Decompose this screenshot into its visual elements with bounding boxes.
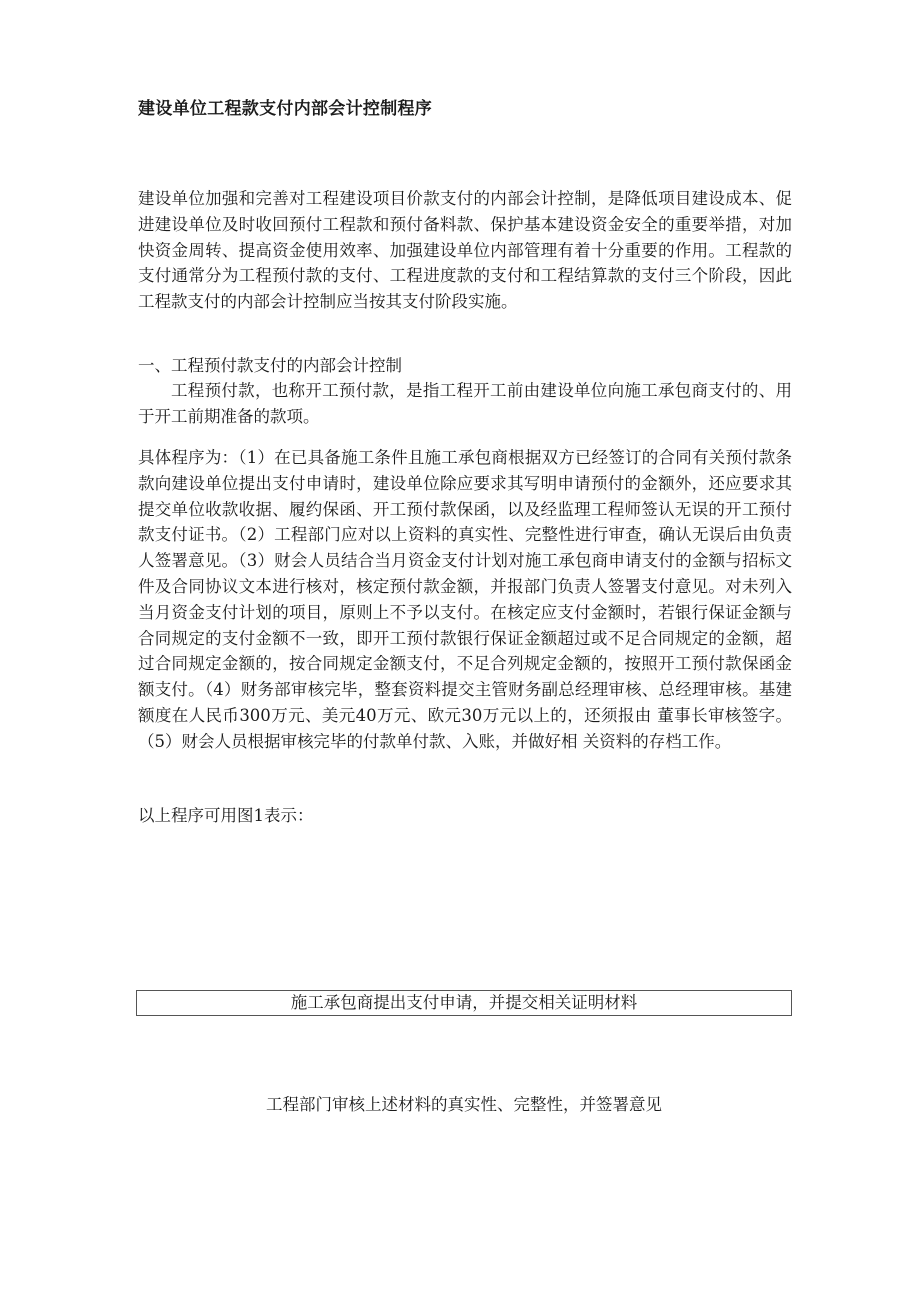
document-title: 建设单位工程款支付内部会计控制程序 [138,99,433,119]
definition-paragraph: 工程预付款，也称开工预付款，是指工程开工前由建设单位向施工承包商支付的、用于开工前期准备的款项。 [138,381,792,426]
flowchart-step-2: 工程部门审核上述材料的真实性、完整性，并签署意见 [266,1095,662,1114]
procedure-paragraph: 具体程序为：（1）在已具备施工条件且施工承包商根据双方已经签订的合同有关预付款条款向建设单位提出支付申请时，建设单位除应要求其写明申请预付的金额外，还应要求其提交单位收款收据、履约保函、开工预付款保函，以及经监理工程师签认无误的开工预付款支付证书。（2）工程部门应对以上资料的真实性、完整性进行审查，确认无误后由负责人签署意见。（3）财会人员结合当月资金支付计划对施工承包商申请支付的金额与招标文件及合同协议文本进行核对，核定预付款金额，并报部门负责人签署支付意见。对未列入当月资金支付计划的项目，原则上不予以支付。在核定应支付金额时，若银行保证金额与合同规定的支付金额不一致，即开工预付款银行保证金额超过或不足合同规定的金额，超过合同规定金额的，按合同规定金额支付，不足合列规定金额的，按照开工预付款保函金额支付。（4）财务部审核完毕，整套资料提交主管财务副总经理审核、总经理审核。基建额度在人民币300万元、美元40万元、欧元30万元以上的，还须报由 董事长审核签字。（5）财会人员根据审核完毕的付款单付款、入账，并做好相 关资料的存档工作。 [138,448,792,751]
figure-reference: 以上程序可用图1表示： [138,806,314,825]
flowchart-step-1-box: 施工承包商提出支付申请，并提交相关证明材料 [136,990,792,1016]
intro-paragraph: 建设单位加强和完善对工程建设项目价款支付的内部会计控制，是降低项目建设成本、促进建设单位及时收回预付工程款和预付备料款、保护基本建设资金安全的重要举措，对加快资金周转、提高资金使用效率、加强建设单位内部管理有着十分重要的作用。工程款的支付通常分为工程预付款的支付、工程进度款的支付和工程结算款的支付三个阶段，因此工程款支付的内部会计控制应当按其支付阶段实施。 [138,189,792,312]
section-heading: 一、工程预付款支付的内部会计控制 [138,356,402,375]
